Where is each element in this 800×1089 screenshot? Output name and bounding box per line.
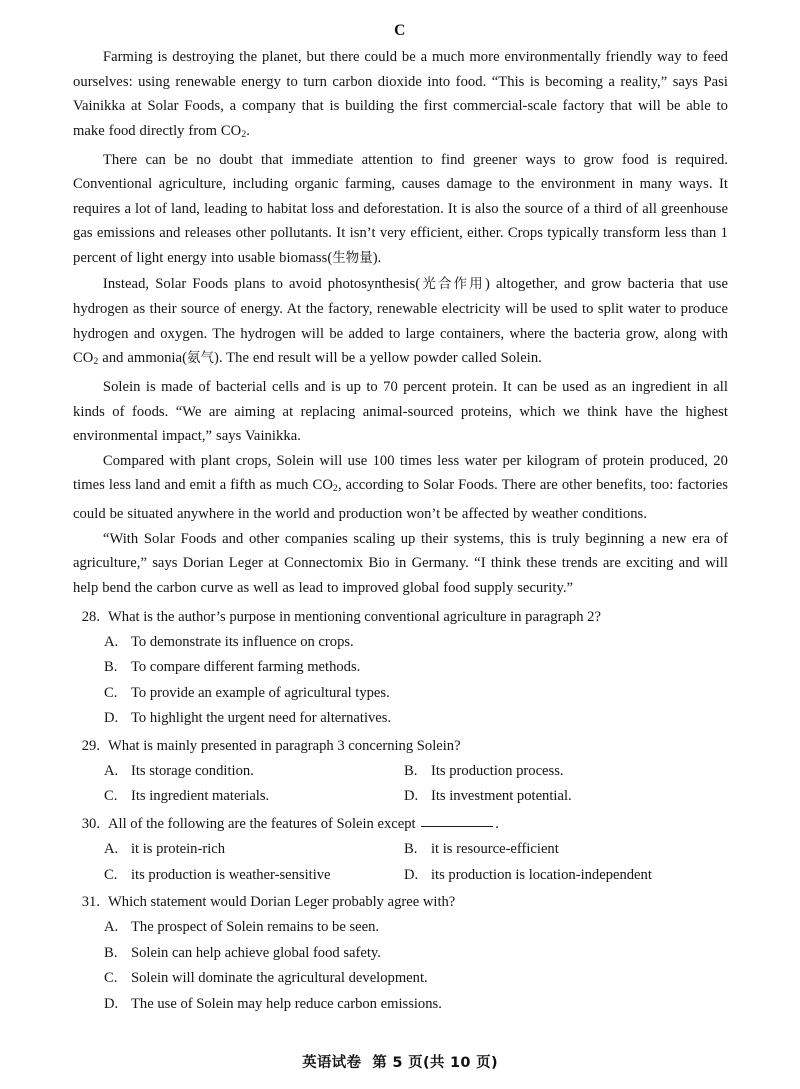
option-letter: A. <box>104 919 119 936</box>
option-item[interactable] <box>104 992 728 1017</box>
option-item[interactable] <box>104 759 404 784</box>
questions-list <box>73 601 728 1018</box>
answer-blank[interactable] <box>421 826 493 827</box>
option-text: To highlight the urgent need for alternatives. <box>131 710 392 727</box>
option-letter: B. <box>404 763 418 780</box>
option-text: Its production process. <box>431 763 564 780</box>
passage-paragraph: Compared with plant crops, Solein will use 100 times less water per kilogram of protein produced, 20 times less land and emit a fifth as much $CO_2$, according to Solar Foods. There are other benefits, too: factories could be situated anywhere in the world and production won’t be affected by weather conditions. <box>73 452 728 523</box>
option-group <box>73 759 728 810</box>
question-text: Which statement would Dorian Leger probably agree with? <box>108 894 456 911</box>
option-item[interactable] <box>104 655 728 680</box>
option-group <box>73 837 728 888</box>
question-number: 28. <box>81 608 100 625</box>
option-item[interactable] <box>104 630 728 655</box>
option-group <box>73 915 728 1017</box>
option-letter: A. <box>104 841 119 858</box>
question-number: 29. <box>81 737 100 754</box>
footer-page-info: 第 5 页(共 10 页) <box>372 1055 498 1071</box>
question-item <box>73 812 728 888</box>
option-text: it is protein-rich <box>131 841 226 858</box>
option-text: its production is location-independent <box>431 866 652 883</box>
passage-paragraph: “With Solar Foods and other companies scaling up their systems, this is truly beginning a new era of agriculture,” says Dorian Leger at Connectomix Bio in Germany. “I think these trends are exciting and will help bend the carbon curve as well as lead to improved global food supply security.” <box>73 530 728 596</box>
option-letter: B. <box>104 944 118 961</box>
question-head <box>73 605 728 630</box>
option-text: Solein can help achieve global food safety. <box>131 944 381 961</box>
option-text: The use of Solein may help reduce carbon emissions. <box>131 995 442 1012</box>
question-head <box>73 812 728 837</box>
question-text: What is mainly presented in paragraph 3 concerning Solein? <box>108 737 461 754</box>
question-number: 31. <box>81 894 100 911</box>
option-item[interactable] <box>404 759 728 784</box>
option-text: its production is weather-sensitive <box>131 866 331 883</box>
option-item[interactable] <box>104 915 728 940</box>
option-item[interactable] <box>104 966 728 991</box>
option-item[interactable] <box>104 941 728 966</box>
option-item[interactable] <box>104 837 404 862</box>
option-item[interactable] <box>404 837 728 862</box>
question-text-before-blank: All of the following are the features of Solein except <box>108 815 420 832</box>
option-letter: C. <box>104 866 118 883</box>
option-letter: C. <box>104 684 118 701</box>
option-text: it is resource-efficient <box>431 841 559 858</box>
option-group <box>73 630 728 732</box>
option-letter: A. <box>104 633 119 650</box>
passage-paragraph: Farming is destroying the planet, but there could be a much more environmentally friendly way to feed ourselves: using renewable energy to turn carbon dioxide into food. “This is becoming a reality,” says Pasi Vainikka at Solar Foods, a company that is building the first commercial-scale factory that will be able to make food directly from $CO_2$. <box>73 49 728 140</box>
footer-exam-name: 英语试卷 <box>302 1055 362 1071</box>
option-item[interactable] <box>104 681 728 706</box>
page-footer <box>0 1051 800 1072</box>
option-text: Its storage condition. <box>131 763 254 780</box>
question-text: What is the author’s purpose in mentioning conventional agriculture in paragraph 2? <box>108 608 601 625</box>
passage-paragraph: Solein is made of bacterial cells and is up to 70 percent protein. It can be used as an ingredient in all kinds of foods. “We are aiming at replacing animal-sourced proteins, which we think have the highest environmental impact,” says Vainikka. <box>73 379 728 445</box>
question-item <box>73 605 728 732</box>
question-head <box>73 890 728 915</box>
option-text: Solein will dominate the agricultural development. <box>131 970 428 987</box>
option-letter: B. <box>404 841 418 858</box>
option-letter: A. <box>104 763 119 780</box>
option-text: Its ingredient materials. <box>131 788 270 805</box>
option-text: Its investment potential. <box>431 788 572 805</box>
option-letter: D. <box>404 788 419 805</box>
question-item <box>73 890 728 1017</box>
option-letter: D. <box>404 866 419 883</box>
option-letter: C. <box>104 970 118 987</box>
section-letter: C <box>394 22 406 39</box>
reading-passage <box>73 45 728 601</box>
option-item[interactable] <box>104 863 404 888</box>
option-item[interactable] <box>104 706 728 731</box>
option-text: To compare different farming methods. <box>131 659 361 676</box>
option-item[interactable] <box>104 784 404 809</box>
passage-paragraph: There can be no doubt that immediate attention to find greener ways to grow food is required. Conventional agriculture, including organic farming, causes damage to the environment in many ways. It requires a lot of land, leading to habitat loss and deforestation. It is also the source of a third of all greenhouse gas emissions and releases other pollutants. It isn’t very efficient, either. Crops typically transform less than 1 percent of light energy into usable biomass(生物量). <box>73 151 728 266</box>
option-item[interactable] <box>404 784 728 809</box>
option-letter: D. <box>104 995 119 1012</box>
option-text: To demonstrate its influence on crops. <box>131 633 354 650</box>
question-text <box>108 812 728 837</box>
option-item[interactable] <box>404 863 728 888</box>
question-number: 30. <box>81 815 100 832</box>
option-letter: D. <box>104 710 119 727</box>
option-text: To provide an example of agricultural types. <box>131 684 390 701</box>
option-text: The prospect of Solein remains to be seen. <box>131 919 380 936</box>
option-letter: C. <box>104 788 118 805</box>
option-letter: B. <box>104 659 118 676</box>
question-head <box>73 734 728 759</box>
passage-paragraph: Instead, Solar Foods plans to avoid photosynthesis(光合作用) altogether, and grow bacteria that use hydrogen as their source of energy. At the factory, renewable electricity will be used to split water to produce hydrogen and oxygen. The hydrogen will be added to large containers, where the bacteria grow, along with $CO_2$ and ammonia(氨气). The end result will be a yellow powder called Solein. <box>73 275 729 368</box>
question-text-after-blank: . <box>495 815 499 832</box>
question-item <box>73 734 728 810</box>
